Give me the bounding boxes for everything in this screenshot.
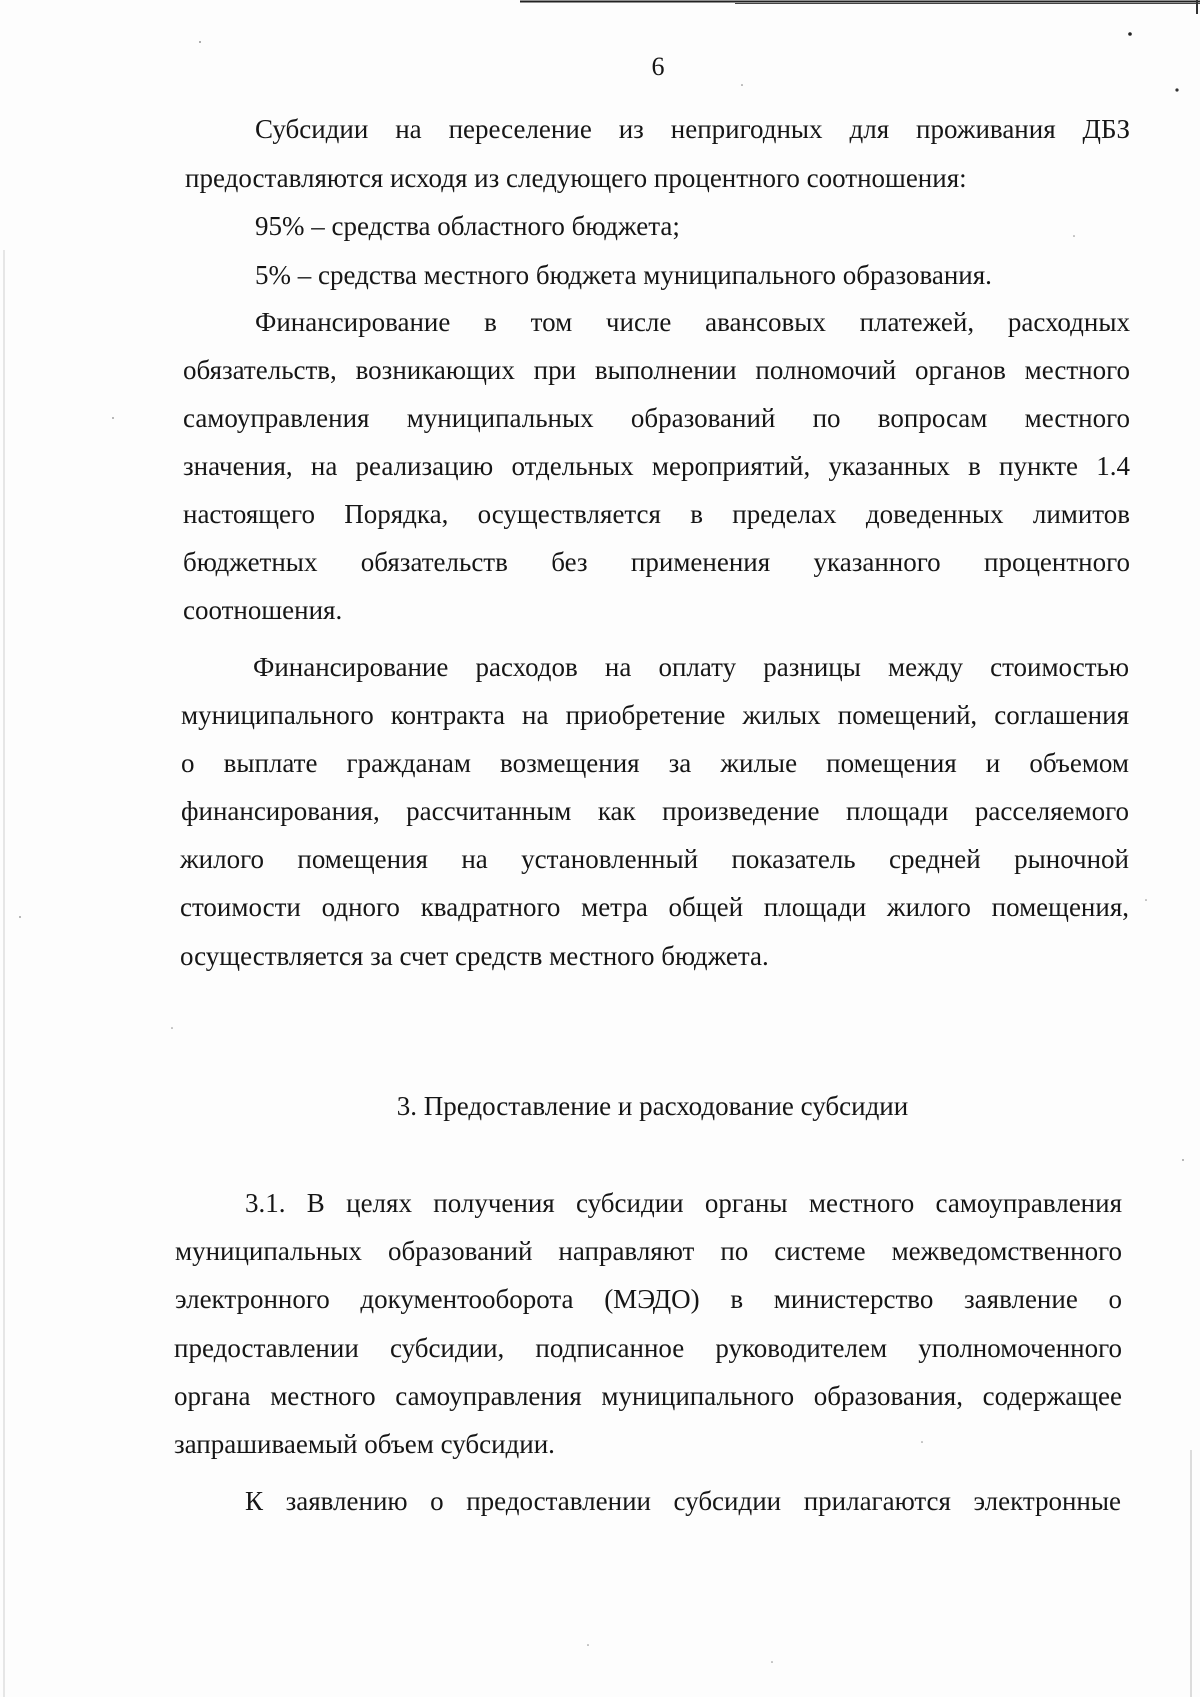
text-line: о выплате гражданам возмещения за жилые помещения и объемом	[181, 748, 1129, 778]
section-heading: 3. Предоставление и расходование субсидии	[396, 1091, 909, 1121]
text-line: значения, на реализацию отдельных мероприятий, указанных в пункте 1.4	[183, 451, 1130, 481]
text-line: обязательств, возникающих при выполнении полномочий органов местного	[183, 355, 1130, 385]
page-number: 6	[651, 52, 665, 81]
text-line: 5% – средства местного бюджета муниципального образования.	[255, 260, 992, 290]
text-line: осуществляется за счет средств местного бюджета.	[180, 941, 769, 971]
text-line: соотношения.	[183, 595, 343, 625]
text-line: муниципальных образований направляют по системе межведомственного	[175, 1236, 1122, 1266]
text-line: запрашиваемый объем субсидии.	[174, 1429, 555, 1459]
text-line: финансирования, рассчитанным как произведение площади расселяемого	[181, 796, 1129, 826]
text-line: 3.1. В целях получения субсидии органы местного самоуправления	[245, 1188, 1122, 1218]
text-line: самоуправления муниципальных образований по вопросам местного	[183, 403, 1130, 433]
text-line: стоимости одного квадратного метра общей площади жилого помещения,	[180, 892, 1129, 922]
text-line: Финансирование расходов на оплату разницы между стоимостью	[253, 652, 1129, 682]
text-line: органа местного самоуправления муниципального образования, содержащее	[174, 1381, 1122, 1411]
text-line: бюджетных обязательств без применения указанного процентного	[183, 547, 1130, 577]
text-line: муниципального контракта на приобретение жилых помещений, соглашения	[181, 700, 1129, 730]
text-line: настоящего Порядка, осуществляется в пределах доведенных лимитов	[183, 499, 1130, 529]
text-line: предоставлении субсидии, подписанное руководителем уполномоченного	[174, 1333, 1122, 1363]
text-line: К заявлению о предоставлении субсидии прилагаются электронные	[245, 1486, 1121, 1516]
text-line: жилого помещения на установленный показатель средней рыночной	[180, 844, 1129, 874]
text-line: 95% – средства областного бюджета;	[255, 211, 680, 241]
text-line: Финансирование в том числе авансовых платежей, расходных	[255, 307, 1130, 337]
text-line: электронного документооборота (МЭДО) в министерство заявление о	[175, 1284, 1122, 1314]
text-line: предоставляются исходя из следующего процентного соотношения:	[185, 163, 967, 193]
text-line: Субсидии на переселение из непригодных для проживания ДБЗ	[255, 114, 1130, 144]
